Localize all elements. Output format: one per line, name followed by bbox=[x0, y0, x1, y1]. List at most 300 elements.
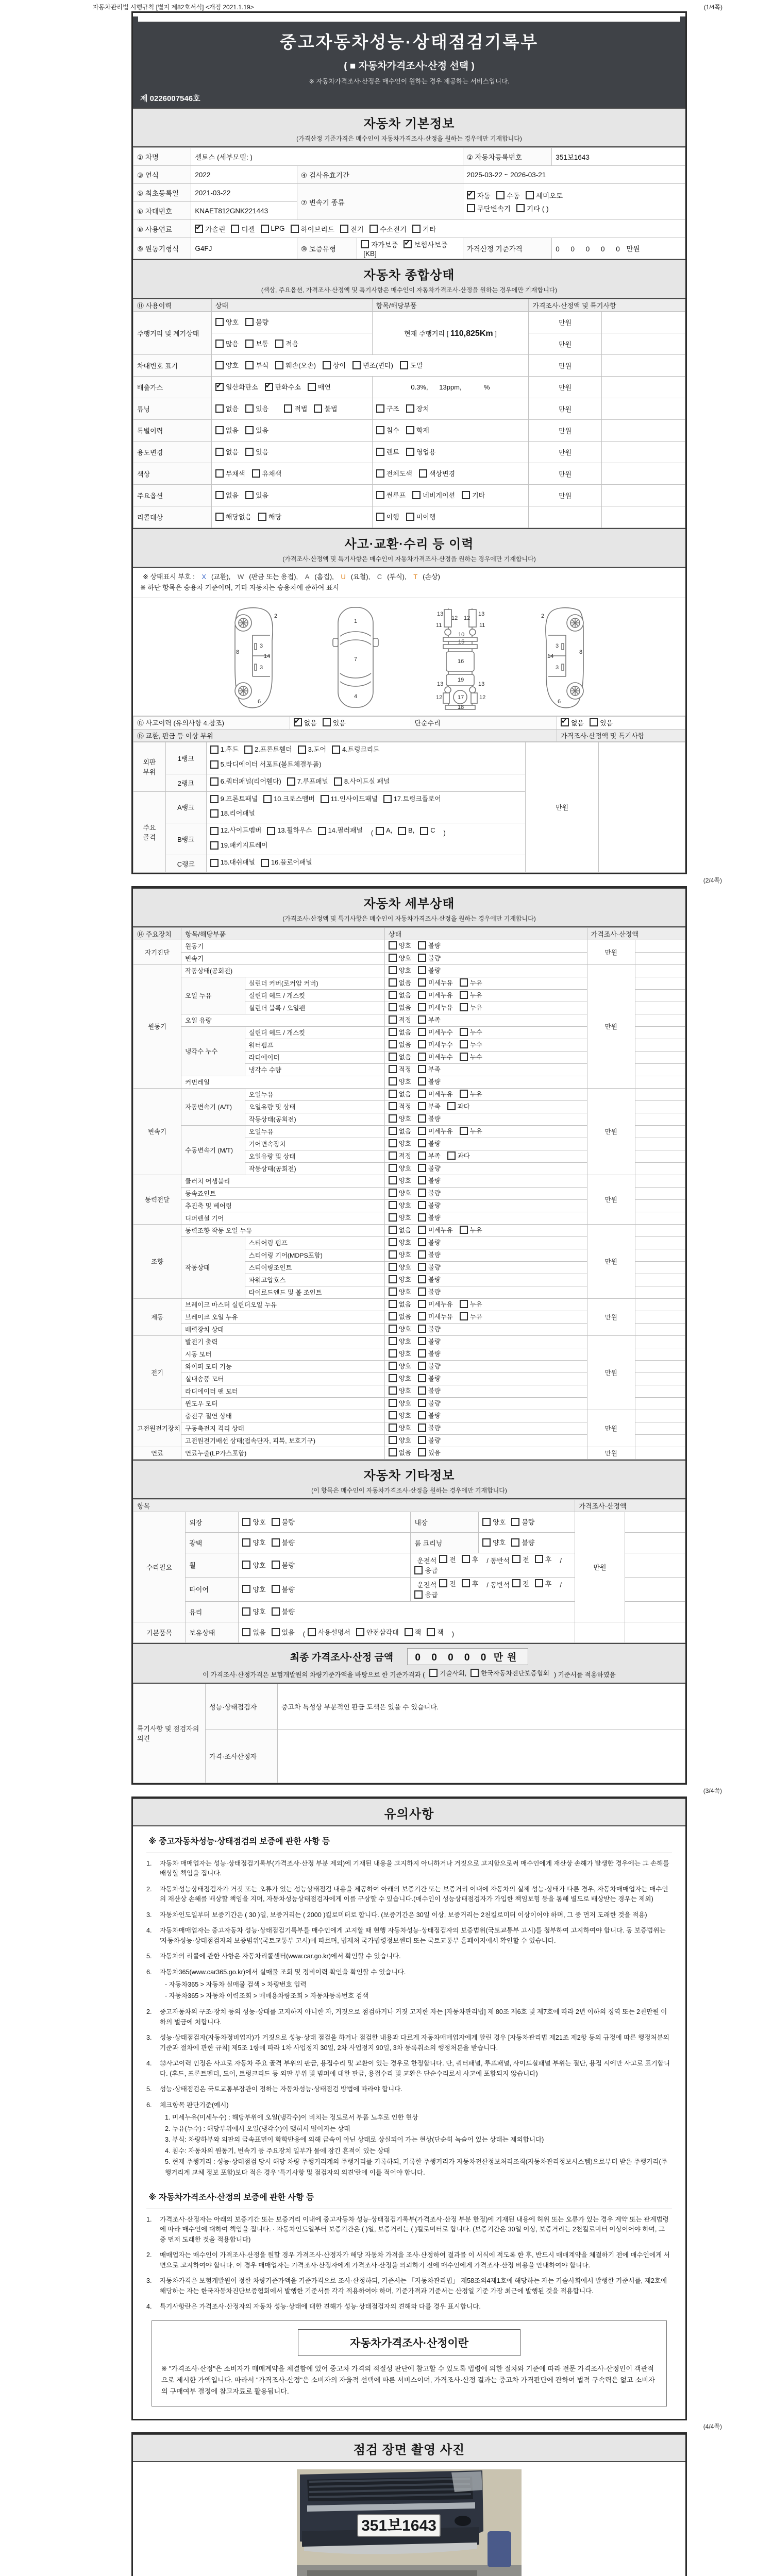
table-row bbox=[133, 184, 685, 202]
checkbox-누수[interactable] bbox=[460, 1040, 468, 1048]
checkbox-누수[interactable] bbox=[460, 1053, 468, 1061]
checkbox-후[interactable] bbox=[535, 1555, 543, 1563]
checkbox-적정[interactable] bbox=[389, 1102, 397, 1110]
checkbox-기술사회,[interactable] bbox=[429, 1669, 438, 1677]
checkbox-없음[interactable] bbox=[389, 1300, 397, 1308]
checkbox-이행[interactable] bbox=[376, 513, 384, 521]
checkbox-불량[interactable] bbox=[418, 1275, 426, 1283]
car-side-right-diagram[interactable] bbox=[529, 604, 606, 710]
checkbox-양호[interactable] bbox=[389, 954, 397, 962]
checkbox-수동[interactable] bbox=[496, 191, 505, 199]
checkbox-불량[interactable] bbox=[418, 1263, 426, 1271]
option-사용설명서: 사용설명서 bbox=[308, 1627, 350, 1637]
option-불량: 불량 bbox=[418, 1435, 441, 1445]
transmission-label: ⑦ 변속기 종류 bbox=[297, 184, 463, 220]
option-양호: 양호 bbox=[389, 1336, 411, 1346]
option-양호: 양호 bbox=[389, 1176, 411, 1185]
checkbox-없음[interactable] bbox=[294, 718, 302, 726]
checkbox-수소전기[interactable] bbox=[369, 225, 378, 233]
checkbox-불량[interactable] bbox=[418, 1374, 426, 1382]
note-cell bbox=[635, 1039, 685, 1051]
option-있음: 있음 bbox=[245, 447, 268, 456]
checkbox-잭[interactable] bbox=[405, 1628, 413, 1636]
checkbox-B,[interactable] bbox=[398, 827, 406, 835]
checkbox-불량[interactable] bbox=[418, 1436, 426, 1444]
inline-text: U bbox=[341, 573, 346, 581]
checkbox-누유[interactable] bbox=[460, 1127, 468, 1135]
checkbox-미이행[interactable] bbox=[406, 513, 414, 521]
usage-state-options bbox=[211, 442, 372, 463]
option-불량: 불량 bbox=[418, 1139, 441, 1148]
checkbox-양호[interactable] bbox=[242, 1538, 250, 1547]
checkbox-불량[interactable] bbox=[272, 1585, 280, 1593]
checkbox-전[interactable] bbox=[512, 1555, 520, 1563]
checkbox-기타[interactable] bbox=[412, 225, 421, 233]
checkbox-양호[interactable] bbox=[389, 1114, 397, 1123]
rank-label: B랭크 bbox=[165, 823, 206, 855]
checkbox-불량[interactable] bbox=[418, 1238, 426, 1246]
checkbox-영업용[interactable] bbox=[406, 448, 414, 456]
checkbox-있음[interactable] bbox=[245, 404, 254, 413]
vin-mark-options bbox=[211, 355, 528, 377]
svg-text:2: 2 bbox=[274, 613, 278, 619]
price-definition-title: 자동차가격조사·산정이란 bbox=[298, 2329, 520, 2356]
inline-text: / 동반석 bbox=[486, 1557, 510, 1565]
checkbox-부족[interactable] bbox=[418, 1065, 426, 1073]
checkbox-미세누수[interactable] bbox=[418, 1028, 426, 1036]
option-있음: 있음 bbox=[245, 425, 268, 435]
option-변조(변타): 변조(변타) bbox=[352, 360, 393, 370]
checkbox-있음[interactable] bbox=[245, 491, 254, 499]
car-name-label: ① 차명 bbox=[133, 148, 191, 166]
accident-legend bbox=[133, 568, 685, 598]
checkbox-해당없음[interactable] bbox=[215, 513, 224, 521]
checkbox-불량[interactable] bbox=[418, 1189, 426, 1197]
checkbox-9.프론트패널[interactable] bbox=[210, 795, 219, 803]
checkbox-미세누유[interactable] bbox=[418, 1003, 426, 1011]
checkbox-불법[interactable] bbox=[314, 404, 322, 413]
checkbox-없음[interactable] bbox=[389, 1127, 397, 1135]
checkbox-불량[interactable] bbox=[511, 1518, 519, 1526]
option-있음: 있음 bbox=[418, 1448, 441, 1457]
checkbox-있음[interactable] bbox=[245, 426, 254, 434]
appraiser-opinion[interactable] bbox=[278, 1729, 685, 1783]
checkbox-미세누유[interactable] bbox=[418, 1300, 426, 1308]
option-양호: 양호 bbox=[242, 1584, 265, 1594]
option-item-options bbox=[372, 485, 529, 506]
price-cell: 만원 bbox=[587, 940, 635, 964]
checkbox-양호[interactable] bbox=[389, 1176, 397, 1184]
option-불량: 불량 bbox=[418, 1213, 441, 1222]
checkbox-4.트렁크리드[interactable] bbox=[332, 745, 340, 754]
glass-options bbox=[239, 1601, 575, 1622]
notice-item: 6. 체크항목 판단기준(예시) 1. 미세누유(미세누수) : 해당부위에 오일(냉각수)이 비치는 정도로서 부품 노후로 인한 현상 2. 누유(누수) : 해당부위에서 오일(냉각수)이 맺혀서 떨어지는 상태 3. 부식: 차량하부와 외판의 금속표면이 화학반응에 의해 금속이 아닌 상태로 상실되어 가는 현상(단순히 녹슬어 있는 상태는 제외합니다) 4. 침수: 자동차의 원동기, 변속기 등 주요장치 일부가 물에 잠긴 흔적이 있는 상태 5. 현재 주행거리 : 성능·상태점검 당시 해당 차량 주행거리계의 주행거리를 기록하되, 기록한 주행거리가 자동차전산정보처리조직(자동차관리정보시스템)으로부터 받은 주행거리(주행거리계 교체 정보 포함)보다 적은 경우 '특기사항 및 점검자의 의견'란에 이를 적어야 합니다. bbox=[146, 2100, 672, 2179]
checkbox-세미오토[interactable] bbox=[526, 191, 534, 199]
checkbox-있음[interactable] bbox=[323, 718, 331, 726]
checkbox-누유[interactable] bbox=[460, 991, 468, 999]
checkbox-가솔린[interactable] bbox=[195, 225, 203, 233]
checkbox-응급[interactable] bbox=[414, 1590, 423, 1599]
checkbox-구조[interactable] bbox=[376, 404, 384, 413]
checkbox-부족[interactable] bbox=[418, 1102, 426, 1110]
checkbox-불량[interactable] bbox=[418, 1362, 426, 1370]
checkbox-없음[interactable] bbox=[389, 978, 397, 987]
checkbox-해당[interactable] bbox=[258, 513, 266, 521]
checkbox-디젤[interactable] bbox=[231, 225, 239, 233]
checkbox-누유[interactable] bbox=[460, 1300, 468, 1308]
checkbox-양호[interactable] bbox=[242, 1585, 250, 1593]
rank-label: C랭크 bbox=[165, 855, 206, 872]
table-row bbox=[133, 1729, 685, 1783]
checkbox-변조(변타)[interactable] bbox=[352, 361, 361, 369]
checkbox-양호[interactable] bbox=[242, 1561, 250, 1569]
checkbox-미세누유[interactable] bbox=[418, 991, 426, 999]
checkbox-있음[interactable] bbox=[245, 448, 254, 456]
checkbox-없음[interactable] bbox=[389, 1448, 397, 1456]
checkbox-있음[interactable] bbox=[272, 1628, 280, 1636]
checkbox-불량[interactable] bbox=[272, 1538, 280, 1547]
checkbox-양호[interactable] bbox=[389, 1275, 397, 1283]
checkbox-5.라디에이터 서포트(볼트체결부품)[interactable] bbox=[210, 760, 219, 769]
checkbox-없음[interactable] bbox=[389, 1003, 397, 1011]
checkbox-없음[interactable] bbox=[389, 1040, 397, 1048]
car-top-diagram[interactable] bbox=[320, 604, 392, 710]
checkbox-불량[interactable] bbox=[511, 1538, 519, 1547]
checkbox-11.인사이드패널[interactable] bbox=[321, 795, 329, 803]
option-양호: 양호 bbox=[389, 1361, 411, 1370]
checkbox-네비게이션[interactable] bbox=[412, 491, 421, 499]
checkbox-누유[interactable] bbox=[460, 978, 468, 987]
checkbox-누유[interactable] bbox=[460, 1090, 468, 1098]
detail-row bbox=[133, 1175, 685, 1187]
checkbox-없음[interactable] bbox=[215, 404, 224, 413]
checkbox-부식[interactable] bbox=[245, 361, 254, 369]
checkbox-양호[interactable] bbox=[389, 1362, 397, 1370]
detail-row bbox=[133, 940, 685, 952]
inline-text bbox=[278, 406, 281, 414]
checkbox-전체도색[interactable] bbox=[376, 469, 384, 478]
price-cell: 만원 bbox=[587, 1298, 635, 1335]
checkbox-양호[interactable] bbox=[389, 1213, 397, 1222]
checkbox-불량[interactable] bbox=[418, 1399, 426, 1407]
rank-label: 2랭크 bbox=[165, 774, 206, 791]
checkbox-침수[interactable] bbox=[376, 426, 384, 434]
checkbox-탄화수소[interactable] bbox=[265, 383, 273, 391]
option-적정: 적정 bbox=[389, 1101, 411, 1111]
checkbox-적음[interactable] bbox=[275, 340, 283, 348]
checkbox-양호[interactable] bbox=[389, 1349, 397, 1358]
checkbox-미세누유[interactable] bbox=[418, 1226, 426, 1234]
col-item-header: 항목 bbox=[133, 1499, 575, 1512]
checkbox-불량[interactable] bbox=[272, 1518, 280, 1526]
option-양호: 양호 bbox=[389, 1435, 411, 1445]
checkbox-없음[interactable] bbox=[561, 718, 569, 726]
checkbox-무단변속기[interactable] bbox=[467, 204, 475, 212]
inline-text: ※ 상태표시 부호 : bbox=[143, 573, 197, 581]
checkbox-불량[interactable] bbox=[418, 954, 426, 962]
checkbox-양호[interactable] bbox=[389, 1374, 397, 1382]
checkbox-불량[interactable] bbox=[418, 1201, 426, 1209]
checkbox-누유[interactable] bbox=[460, 1003, 468, 1011]
notice-list-a bbox=[146, 1859, 672, 2179]
checkbox-미세누유[interactable] bbox=[418, 1090, 426, 1098]
checkbox-14.필러패널[interactable] bbox=[318, 827, 326, 835]
checkbox-전[interactable] bbox=[512, 1579, 520, 1587]
checkbox-일산화탄소[interactable] bbox=[215, 383, 224, 391]
checkbox-미세누유[interactable] bbox=[418, 978, 426, 987]
checkbox-양호[interactable] bbox=[389, 941, 397, 950]
checkbox-전[interactable] bbox=[439, 1579, 447, 1587]
checkbox-불량[interactable] bbox=[418, 1411, 426, 1419]
option-불량: 불량 bbox=[418, 1398, 441, 1408]
checkbox-사용설명서[interactable] bbox=[308, 1628, 316, 1636]
checkbox-8.사이드실 패널[interactable] bbox=[334, 777, 342, 786]
checkbox-유채색[interactable] bbox=[252, 469, 260, 478]
checkbox-양호[interactable] bbox=[389, 1238, 397, 1246]
checkbox-불량[interactable] bbox=[418, 1213, 426, 1222]
state-options bbox=[384, 1447, 587, 1459]
checkbox-12.사이드멤버[interactable] bbox=[210, 827, 219, 835]
rank-category-label: 외판 부위 bbox=[133, 742, 166, 791]
checkbox-6.쿼터패널(리어휀다)[interactable] bbox=[210, 777, 219, 786]
transmission-options bbox=[463, 184, 685, 220]
checkbox-불량[interactable] bbox=[272, 1607, 280, 1616]
checkbox-있음[interactable] bbox=[418, 1448, 426, 1456]
checkbox-양호[interactable] bbox=[389, 1263, 397, 1271]
checkbox-장치[interactable] bbox=[406, 404, 414, 413]
checkbox-하이브리드[interactable] bbox=[291, 225, 299, 233]
checkbox-미세누유[interactable] bbox=[418, 1127, 426, 1135]
checkbox-응급[interactable] bbox=[414, 1566, 423, 1574]
checkbox-A,[interactable] bbox=[376, 827, 384, 835]
checkbox-양호[interactable] bbox=[389, 1337, 397, 1345]
checkbox-불량[interactable] bbox=[418, 1423, 426, 1432]
checkbox-불량[interactable] bbox=[418, 1250, 426, 1259]
checkbox-불량[interactable] bbox=[418, 966, 426, 974]
checkbox-안전삼각대[interactable] bbox=[356, 1628, 364, 1636]
checkbox-16.플로어패널[interactable] bbox=[261, 859, 269, 867]
checkbox-누유[interactable] bbox=[460, 1226, 468, 1234]
checkbox-불량[interactable] bbox=[418, 1077, 426, 1086]
option-미세누유: 미세누유 bbox=[418, 1299, 453, 1309]
checkbox-양호[interactable] bbox=[482, 1518, 491, 1526]
checkbox-미세누유[interactable] bbox=[418, 1312, 426, 1320]
checkbox-많음[interactable] bbox=[215, 340, 224, 348]
checkbox-C[interactable] bbox=[420, 827, 428, 835]
checkbox-양호[interactable] bbox=[389, 1423, 397, 1432]
option-2.프론트휀더: 2.프론트휀더 bbox=[244, 743, 292, 756]
checkbox-불량[interactable] bbox=[418, 1114, 426, 1123]
checkbox-미세누수[interactable] bbox=[418, 1040, 426, 1048]
checkbox-전기[interactable] bbox=[340, 225, 348, 233]
checkbox-없음[interactable] bbox=[389, 1226, 397, 1234]
option-양호: 양호 bbox=[389, 1213, 411, 1222]
checkbox-불량[interactable] bbox=[272, 1561, 280, 1569]
checkbox-불량[interactable] bbox=[418, 1164, 426, 1172]
checkbox-LPG[interactable] bbox=[261, 225, 269, 233]
checkbox-잭[interactable] bbox=[427, 1628, 435, 1636]
option-양호: 양호 bbox=[389, 1163, 411, 1173]
option-적법: 적법 bbox=[284, 403, 307, 413]
option-1.후드: 1.후드 bbox=[210, 743, 239, 756]
accident-history-table bbox=[133, 716, 685, 742]
checkbox-양호[interactable] bbox=[482, 1538, 491, 1547]
checkbox-보통[interactable] bbox=[245, 340, 254, 348]
note-cell bbox=[635, 1335, 685, 1348]
checkbox-보험사보증[interactable] bbox=[404, 240, 412, 248]
checkbox-없음[interactable] bbox=[389, 1053, 397, 1061]
option-불량: 불량 bbox=[418, 1411, 441, 1420]
checkbox-후[interactable] bbox=[535, 1579, 543, 1587]
checkbox-양호[interactable] bbox=[389, 1077, 397, 1086]
checkbox-전[interactable] bbox=[439, 1555, 447, 1563]
price-cell: 만원 bbox=[526, 742, 599, 873]
checkbox-없음[interactable] bbox=[215, 426, 224, 434]
checkbox-기타 ( )[interactable] bbox=[516, 204, 525, 212]
table-header-row bbox=[133, 927, 685, 940]
checkbox-양호[interactable] bbox=[242, 1518, 250, 1526]
checkbox-누유[interactable] bbox=[460, 1312, 468, 1320]
checkbox-후[interactable] bbox=[462, 1579, 470, 1587]
checkbox-양호[interactable] bbox=[389, 1411, 397, 1419]
device-group-label: 자기진단 bbox=[133, 940, 181, 964]
checkbox-없음[interactable] bbox=[389, 991, 397, 999]
checkbox-색상변경[interactable] bbox=[419, 469, 427, 478]
checkbox-있음[interactable] bbox=[590, 718, 598, 726]
checkbox-2.프론트휀더[interactable] bbox=[244, 745, 253, 754]
checkbox-양호[interactable] bbox=[215, 361, 224, 369]
checkbox-적정[interactable] bbox=[389, 1015, 397, 1024]
checkbox-7.루프패널[interactable] bbox=[287, 777, 295, 786]
option-누유: 누유 bbox=[460, 978, 482, 987]
svg-text:14: 14 bbox=[264, 653, 271, 659]
car-side-left-diagram[interactable] bbox=[212, 604, 290, 710]
checkbox-양호[interactable] bbox=[215, 318, 224, 326]
option-15.대쉬패널: 15.대쉬패널 bbox=[210, 856, 255, 869]
checkbox-양호[interactable] bbox=[389, 966, 397, 974]
option-불량: 불량 bbox=[418, 1176, 441, 1185]
checkbox-부족[interactable] bbox=[418, 1015, 426, 1024]
checkbox-17.트렁크플로어[interactable] bbox=[383, 795, 392, 803]
price-definition-box bbox=[152, 2320, 667, 2406]
checkbox-화재[interactable] bbox=[406, 426, 414, 434]
checkbox-무채색[interactable] bbox=[215, 469, 224, 478]
checkbox-상이[interactable] bbox=[323, 361, 331, 369]
checkbox-없음[interactable] bbox=[215, 448, 224, 456]
checkbox-양호[interactable] bbox=[389, 1201, 397, 1209]
note-cell bbox=[635, 1323, 685, 1335]
checkbox-자동[interactable] bbox=[467, 191, 475, 199]
state-options bbox=[384, 1323, 587, 1335]
checkbox-양호[interactable] bbox=[389, 1189, 397, 1197]
car-underbody-diagram[interactable] bbox=[422, 604, 499, 710]
exterior-label: 외장 bbox=[186, 1512, 239, 1532]
checkbox-없음[interactable] bbox=[242, 1628, 250, 1636]
checkbox-한국자동차진단보증협회[interactable] bbox=[470, 1669, 479, 1677]
option-적음: 적음 bbox=[275, 338, 298, 348]
checkbox-불량[interactable] bbox=[245, 318, 254, 326]
checkbox-후[interactable] bbox=[462, 1555, 470, 1563]
emission-options bbox=[211, 377, 372, 398]
checkbox-양호[interactable] bbox=[389, 1325, 397, 1333]
checkbox-과다[interactable] bbox=[447, 1102, 456, 1110]
checkbox-훼손(오손)[interactable] bbox=[275, 361, 283, 369]
checkbox-없음[interactable] bbox=[215, 491, 224, 499]
state-options bbox=[384, 1063, 587, 1076]
rank-items bbox=[206, 742, 526, 774]
checkbox-불량[interactable] bbox=[418, 941, 426, 950]
inline-text: ( bbox=[371, 828, 374, 837]
part-label: 오일누유 bbox=[245, 1125, 384, 1138]
checkbox-불량[interactable] bbox=[418, 1349, 426, 1358]
checkbox-적정[interactable] bbox=[389, 1065, 397, 1073]
inspector-opinion[interactable]: 중고차 특성상 부분적인 판금 도색은 있을 수 있습니다. bbox=[278, 1684, 685, 1729]
checkbox-10.크로스멤버[interactable] bbox=[263, 795, 272, 803]
part-label: 와이퍼 모터 기능 bbox=[181, 1360, 385, 1372]
checkbox-썬루프[interactable] bbox=[376, 491, 384, 499]
checkbox-도말[interactable] bbox=[400, 361, 408, 369]
checkbox-부족[interactable] bbox=[418, 1151, 426, 1160]
checkbox-15.대쉬패널[interactable] bbox=[210, 859, 219, 867]
checkbox-양호[interactable] bbox=[389, 1287, 397, 1296]
checkbox-적정[interactable] bbox=[389, 1151, 397, 1160]
checkbox-없음[interactable] bbox=[389, 1028, 397, 1036]
photo-car-front[interactable] bbox=[297, 2469, 522, 2576]
note-cell bbox=[625, 1622, 685, 1642]
checkbox-불량[interactable] bbox=[418, 1287, 426, 1296]
checkbox-과다[interactable] bbox=[447, 1151, 456, 1160]
checkbox-불량[interactable] bbox=[418, 1139, 426, 1147]
rank-table bbox=[133, 742, 685, 873]
checkbox-1.후드[interactable] bbox=[210, 745, 219, 754]
checkbox-3.도어[interactable] bbox=[298, 745, 306, 754]
checkbox-자가보증[interactable] bbox=[361, 240, 369, 248]
state-options bbox=[384, 1125, 587, 1138]
checkbox-불량[interactable] bbox=[418, 1325, 426, 1333]
checkbox-매연[interactable] bbox=[308, 383, 316, 391]
checkbox-불량[interactable] bbox=[418, 1386, 426, 1395]
svg-text:3: 3 bbox=[556, 642, 559, 649]
checkbox-양호[interactable] bbox=[389, 1386, 397, 1395]
checkbox-19.패키지트레이[interactable] bbox=[210, 841, 219, 850]
checkbox-없음[interactable] bbox=[389, 1090, 397, 1098]
inline-text: ) bbox=[443, 828, 446, 837]
option-13.휠하우스: 13.휠하우스 bbox=[267, 824, 312, 837]
notice-subitem: - 자동차365 > 자동차 이력조회 > 매매용차량조회 > 자동차등록번호 검색 bbox=[165, 1992, 369, 1999]
tire-label: 타이어 bbox=[186, 1577, 239, 1601]
checkbox-양호[interactable] bbox=[389, 1164, 397, 1172]
checkbox-18.리어패널[interactable] bbox=[210, 809, 219, 818]
part-label: 파워고압호스 bbox=[245, 1274, 384, 1286]
part-label: 스티어링 기어(MDPS포함) bbox=[245, 1249, 384, 1261]
option-12.사이드멤버: 12.사이드멤버 bbox=[210, 824, 262, 837]
checkbox-불량[interactable] bbox=[418, 1337, 426, 1345]
checkbox-누수[interactable] bbox=[460, 1028, 468, 1036]
checkbox-양호[interactable] bbox=[389, 1139, 397, 1147]
checkbox-양호[interactable] bbox=[242, 1607, 250, 1616]
checkbox-없음[interactable] bbox=[389, 1312, 397, 1320]
accident-history-options bbox=[290, 716, 411, 730]
checkbox-양호[interactable] bbox=[389, 1250, 397, 1259]
checkbox-미세누수[interactable] bbox=[418, 1053, 426, 1061]
checkbox-양호[interactable] bbox=[389, 1436, 397, 1444]
checkbox-양호[interactable] bbox=[389, 1399, 397, 1407]
checkbox-기타[interactable] bbox=[462, 491, 470, 499]
checkbox-불량[interactable] bbox=[418, 1176, 426, 1184]
checkbox-13.휠하우스[interactable] bbox=[267, 827, 275, 835]
checkbox-렌트[interactable] bbox=[376, 448, 384, 456]
checkbox-적법[interactable] bbox=[284, 404, 292, 413]
